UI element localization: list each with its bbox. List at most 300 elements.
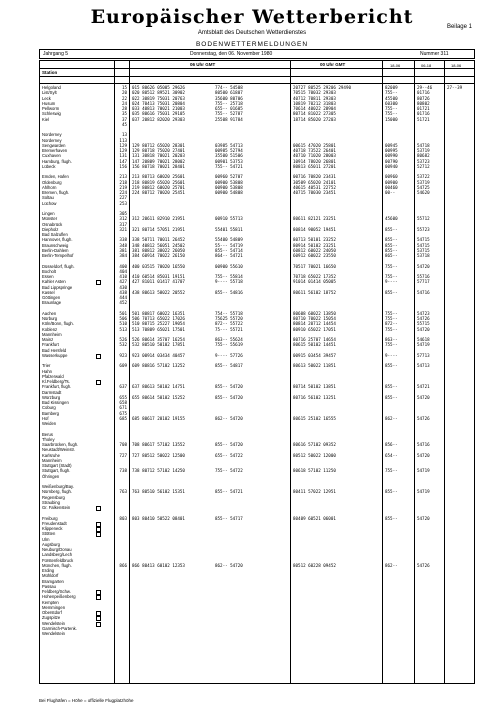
obs-06-code-2: 755-- 25718: [215, 100, 243, 106]
obs-00-code-2: 862--: [385, 562, 398, 568]
obs-06-code: 147 20809 70021 28002: [132, 158, 185, 164]
station-name: Saarbrücken, flugh.: [42, 442, 79, 447]
obs-00-code-2: 855--: [385, 226, 398, 232]
obs-00-code: 80710 70022 15054: [293, 316, 336, 321]
station-name: Kahler Asten: [42, 279, 66, 285]
obs-06-code: 526 80614 35707 16254: [132, 337, 185, 342]
station-id: 45: [121, 121, 127, 127]
station-id: 685: [119, 415, 127, 421]
station-id: 156: [119, 163, 127, 169]
station-name: Bocholt: [42, 268, 56, 274]
obs-00-code: 60912 60022 23550: [293, 253, 336, 258]
obs-06-code: 156 80718 70021 28401: [132, 163, 185, 169]
obs-06-code: 129 80718 75020 27401: [132, 148, 185, 153]
obs-00-header: 00 Uhr GMT: [320, 62, 346, 67]
station-name: Freiburg: [42, 515, 58, 521]
precip-value: 01716: [417, 90, 430, 96]
obs-06-code: 763 80510 56102 15351: [132, 489, 185, 495]
obs-06-code: 129 80712 65020 28301: [132, 142, 185, 148]
obs-00-code: 70517 70021 16650: [293, 263, 336, 269]
station-name: Ulm: [42, 536, 50, 542]
obs-00-code: 40615 40531 22752: [293, 184, 336, 190]
station-name: Kiel: [42, 116, 49, 122]
station-name: Memmingen: [42, 604, 66, 610]
obs-00-code-2: 755--: [385, 90, 398, 96]
station-id: 637: [119, 384, 127, 390]
obs-06-code: 738 80712 57102 14250: [132, 468, 185, 474]
precip-value: 53719: [417, 179, 430, 185]
station-name: Darmstadt: [42, 389, 62, 395]
page-title: Europäischer Wetterbericht: [90, 6, 414, 28]
station-id: 305: [119, 211, 127, 216]
obs-00-code: 80512 50022 12000: [293, 452, 336, 458]
volume-label: Jahrgang 5: [43, 51, 69, 57]
obs-06-code-2: 00985 52794: [215, 148, 243, 153]
obs-00-code: 80611 82121 23251: [293, 216, 336, 222]
obs-06-code: 037 20812 82020 29303: [132, 116, 185, 122]
obs-00-code-2: 755--: [385, 326, 398, 332]
obs-00-code-2: 00960: [385, 174, 398, 180]
obs-00-code: 40718 73522 26401: [293, 148, 336, 153]
station-name: Mannheim: [42, 331, 62, 337]
issue-info-bar: [39, 49, 475, 59]
station-name: München, flugh.: [42, 562, 72, 568]
obs-00-code: 80615 25102 16555: [293, 415, 336, 421]
station-id: 24: [121, 100, 127, 106]
station-name: Nürburg: [42, 316, 58, 321]
station-name: Stötten: [42, 531, 56, 537]
obs-06-header: 06 Uhr GMT: [190, 62, 216, 67]
obs-00-code-2: 855--: [385, 363, 398, 369]
station-name: Kassel: [42, 289, 55, 295]
station-id: 312: [119, 216, 127, 222]
obs-00-code: 40710 71020 28003: [293, 153, 336, 159]
station-name: Koblenz: [42, 326, 58, 332]
station-name: Braunlage: [42, 300, 62, 306]
station-name: Hannover, flugh.: [42, 237, 73, 243]
obs-00-code-2: 00460: [385, 184, 398, 190]
obs-06-code-2: 00900 55610: [215, 263, 243, 269]
station-name: Schleswig: [42, 111, 61, 117]
obs-00-code: 80716 25707 14654: [293, 337, 336, 342]
precip-value: 54720: [417, 452, 430, 458]
obs-00-code: 91014 01414 05005: [293, 279, 336, 285]
station-name: Aachen: [42, 310, 57, 316]
station-id: 526: [119, 337, 127, 342]
station-name: Pfalzerwald: [42, 373, 64, 379]
issue-number: Nummer 311: [420, 51, 449, 57]
obs-06-code-2: 00910 55713: [215, 216, 243, 222]
station-name: Feldberg/Schw.: [42, 589, 71, 594]
obs-00-code-2: 855--: [385, 384, 398, 390]
obs-00-code-2: 855--: [385, 242, 398, 248]
obs-00-code: 00915 03454 39457: [293, 352, 336, 358]
obs-06-code: 015 80626 05005 29626: [132, 85, 185, 90]
station-id: 147: [119, 158, 127, 164]
station-name: Emden, Hafen: [42, 174, 69, 180]
station-name: Frankfurt, flugh.: [42, 384, 72, 390]
obs-00-code: 40712 70811 29303: [293, 95, 336, 101]
obs-00-code: 80608 60022 13850: [293, 310, 336, 316]
obs-06-code: 400 03515 70020 16550: [132, 263, 185, 269]
station-id: 15: [121, 85, 127, 90]
period-header-3: 18-06: [451, 63, 462, 68]
precip-value: 54720: [417, 263, 430, 269]
obs-00-code: 80910 65022 17051: [293, 326, 336, 332]
station-name: Augsburg: [42, 541, 60, 547]
station-id: 532: [119, 342, 127, 348]
precip-value: 54718: [417, 142, 430, 148]
precip-value: 53718: [417, 253, 430, 258]
station-id: 129: [119, 142, 127, 148]
station-name: Norderney: [42, 137, 62, 143]
obs-06-code-2: 00960 52707: [215, 174, 243, 180]
obs-06-code-2: 75625 55720: [215, 316, 243, 321]
obs-00-code: 80814 20712 14454: [293, 321, 336, 327]
station-id: 430: [119, 284, 127, 290]
station-id: 13: [121, 132, 127, 138]
obs-06-code: 708 80617 57102 13552: [132, 442, 185, 447]
station-name: Soltau: [42, 195, 54, 201]
obs-00-code: 80512 60228 09452: [293, 562, 336, 568]
precip-value: 54715: [417, 242, 430, 248]
precip-value: 52712: [417, 163, 430, 169]
obs-00-code-2: 9----: [385, 279, 398, 285]
obs-06-code-2: 855-- 54717: [215, 515, 243, 521]
obs-00-code: 10819 70212 31803: [293, 100, 336, 106]
obs-06-code: 609 80816 57102 13252: [132, 363, 185, 369]
obs-06-code-2: 774-- 54508: [215, 85, 243, 90]
precip-value: 54716: [417, 289, 430, 295]
obs-00-code-2: 00940: [385, 163, 398, 169]
obs-06-code-2: 25508 91784: [215, 116, 243, 122]
obs-06-code: 410 60514 85031 19151: [132, 274, 185, 279]
station-name: Leck: [42, 95, 51, 101]
station-name: Wendelstein: [42, 631, 65, 636]
station-name: Fürstenfeldbruck: [42, 557, 74, 563]
station-name: Erding: [42, 568, 55, 573]
obs-06-code-2: 862-- 54720: [215, 415, 243, 421]
precip-value: 54720: [417, 394, 430, 400]
obs-00-code-2: 755--: [385, 342, 398, 348]
obs-06-code-2: 755-- 54722: [215, 468, 243, 474]
obs-06-code: 218 80819 65020 25601: [132, 179, 185, 185]
obs-06-code-2: 755-- 55814: [215, 274, 243, 279]
obs-06-code-2: 55401 55811: [215, 226, 243, 232]
station-name: Tholey: [42, 436, 55, 442]
station-name: Garmisch-Partenk.: [42, 625, 77, 631]
station-id: 348: [119, 242, 127, 248]
obs-00-code-2: 45600: [385, 216, 398, 222]
station-name: Bremerhaven: [42, 148, 68, 153]
station-id: 438: [119, 289, 127, 295]
station-name: Coburg: [42, 405, 56, 411]
obs-00-code-2: 00900: [385, 179, 398, 185]
obs-06-code-2: 855-- 54720: [215, 442, 243, 447]
station-name: Landsberg/Lech: [42, 552, 73, 558]
precip-value: 54726: [417, 415, 430, 421]
obs-00-code: 80713 50101 23252: [293, 237, 336, 243]
obs-00-code-2: 82009: [385, 85, 398, 90]
obs-00-code: 60812 60022 24050: [293, 247, 336, 253]
obs-00-code: 18714 85020 27203: [293, 116, 336, 122]
temp-range: 27--39: [447, 85, 463, 90]
obs-00-code: 80813 65011 27201: [293, 163, 336, 169]
station-id: 675: [119, 410, 127, 416]
obs-06-code: 035 80616 75031 29105: [132, 111, 185, 117]
station-name: Braunschweig: [42, 242, 69, 248]
obs-06-code-2: 655-- 01605: [215, 106, 243, 111]
station-id: 219: [119, 184, 127, 190]
obs-06-code-2: 35600 80706: [215, 95, 243, 101]
station-name: Würzburg: [42, 394, 61, 400]
obs-06-code: 024 70413 75031 20804: [132, 100, 185, 106]
obs-00-code: 70718 65022 17352: [293, 274, 336, 279]
obs-06-code-2: 55--- 54719: [215, 242, 243, 248]
obs-00-code: 70515 70032 29303: [293, 90, 336, 96]
station-id: 37: [121, 116, 127, 122]
obs-06-code-2: 872-- 55722: [215, 321, 243, 327]
precip-value: 80802: [417, 100, 430, 106]
station-id: 131: [119, 153, 127, 159]
station-name: Weißenburg/Bay.: [42, 484, 74, 489]
obs-06-code-2: 80500 61807: [215, 90, 243, 96]
obs-06-code-2: 00900 53808: [215, 179, 243, 185]
footnote: Bei Flughäfen = Höhe = offizielle Flugplatzhöhe: [39, 698, 134, 703]
station-name: Diepholz: [42, 226, 59, 232]
obs-06-code-2: 03985 54713: [215, 142, 243, 148]
obs-06-code: 338 50711 70011 26452: [132, 237, 185, 243]
obs-00-code: 20727 80525 29206 29490: [293, 85, 351, 90]
obs-00-code-2: 855--: [385, 247, 398, 253]
station-name: Zugspitze: [42, 615, 61, 621]
precip-value: 54725: [417, 184, 430, 190]
station-name: Essen: [42, 274, 54, 279]
station-id: 338: [119, 237, 127, 243]
station-name: Berlin-Dahlem: [42, 247, 69, 253]
station-name: Passau: [42, 583, 56, 589]
obs-06-code: 384 60914 70022 26150: [132, 253, 185, 258]
station-name: Straubing: [42, 499, 60, 505]
obs-00-code-2: 00--: [385, 190, 396, 195]
station-id: 213: [119, 174, 127, 180]
obs-00-code: 80914 50102 23251: [293, 242, 336, 248]
station-id: 658: [119, 400, 127, 405]
obs-06-code-2: 75--- 55721: [215, 326, 243, 332]
station-id: 866: [119, 562, 127, 568]
obs-00-code: 80409 60521 06001: [293, 515, 336, 521]
station-name: Lingen: [42, 211, 55, 216]
obs-00-code-2: 863--: [385, 337, 398, 342]
station-id: 506: [119, 316, 127, 321]
obs-00-code-2: 00995: [385, 148, 398, 153]
obs-00-code: 30509 65020 24101: [293, 179, 336, 185]
obs-00-code-2: 45500: [385, 95, 398, 101]
period-header-1: 18-06: [390, 63, 401, 68]
station-id: 803: [119, 515, 127, 521]
obs-00-code-2: 60300: [385, 100, 398, 106]
station-name: Stuttgart (Stadt): [42, 463, 72, 468]
station-name: Bad Hersfeld: [42, 347, 67, 353]
obs-00-code-2: 865--: [385, 253, 398, 258]
precip-value: 54719: [417, 489, 430, 495]
obs-06-code-2: 00900 53808: [215, 184, 243, 190]
header-divider: [40, 76, 474, 77]
obs-00-code-2: 654--: [385, 452, 398, 458]
station-name: Lübeck: [42, 163, 56, 169]
station-name: Kempten: [42, 599, 59, 605]
station-rows: [40, 85, 474, 636]
issue-date: Donnerstag, den 06. November 1980: [190, 51, 273, 57]
station-id: 501: [119, 310, 127, 316]
obs-00-code: 00615 47020 25801: [293, 142, 336, 148]
station-name: Neuburg/Donau: [42, 547, 72, 552]
station-id: 444: [119, 295, 127, 300]
section-title: BODENWETTERMELDUNGEN: [195, 41, 309, 48]
obs-06-code: 312 20611 82910 21951: [132, 216, 185, 222]
obs-00-code-2: 855--: [385, 489, 398, 495]
station-name: Bramgarten: [42, 578, 64, 584]
station-name: Wendelstein: [42, 620, 65, 626]
obs-00-code-2: 872--: [385, 321, 398, 327]
obs-06-code: 510 80715 25227 19054: [132, 321, 185, 327]
obs-06-code: 506 70713 65022 17026: [132, 316, 185, 321]
obs-06-code-2: 755-- 55619: [215, 342, 243, 348]
precip-value: 54620: [417, 190, 430, 195]
station-name: Bremen, flugh.: [42, 190, 70, 195]
station-name: Husum: [42, 100, 56, 106]
station-id: 404: [119, 268, 127, 274]
obs-00-code: 80613 50022 11851: [293, 363, 336, 369]
station-name: Wasserkuppe: [42, 352, 68, 358]
obs-00-code-2: 855--: [385, 289, 398, 295]
station-id: 671: [119, 405, 127, 411]
station-name: Gr. Falkenstein: [42, 505, 71, 510]
station-name: Hamburg, flugh.: [42, 158, 72, 164]
station-name: Göttingen: [42, 295, 61, 300]
obs-00-code-2: 755--: [385, 274, 398, 279]
precip-value: 54726: [417, 562, 430, 568]
obs-00-code-2: 855--: [385, 394, 398, 400]
precip-value: 01716: [417, 111, 430, 117]
obs-06-code: 866 80413 60102 12353: [132, 562, 185, 568]
obs-06-code: 022 30819 75031 20763: [132, 95, 185, 101]
precip-value: 54716: [417, 442, 430, 447]
station-id: 321: [119, 226, 127, 232]
table-row: [40, 631, 474, 636]
obs-06-code-2: 55400 54809: [215, 237, 243, 243]
station-name: Cuxhaven: [42, 153, 61, 159]
precip-value: 57713: [417, 352, 430, 358]
precip-value: 54721: [417, 384, 430, 390]
obs-06-code: 213 80713 60020 25601: [132, 174, 185, 180]
precip-value: 57717: [417, 279, 430, 285]
station-name: Freudenstadt: [42, 520, 67, 526]
header-divider: [40, 68, 474, 69]
station-name: Bad Kissingen: [42, 400, 69, 405]
precip-value: 29--46: [417, 85, 433, 90]
obs-00-code-2: 755--: [385, 310, 398, 316]
precip-value: 54726: [417, 316, 430, 321]
obs-06-code: 637 80613 50102 14751: [132, 384, 185, 390]
station-id: 738: [119, 468, 127, 474]
obs-06-code-2: 855-- 54720: [215, 384, 243, 390]
obs-06-code: 655 80614 50102 15252: [132, 394, 185, 400]
obs-06-code: 427 81011 01417 41707: [132, 279, 185, 285]
station-name: Mannheim: [42, 457, 62, 463]
station-name: Bamberg: [42, 410, 59, 416]
precip-value: 54720: [417, 515, 430, 521]
obs-00-code-2: 855--: [385, 515, 398, 521]
obs-06-code-2: 00900 54808: [215, 190, 243, 195]
obs-06-code-2: 9---- 55718: [215, 279, 243, 285]
precip-value: 54719: [417, 468, 430, 474]
station-id: 129: [119, 148, 127, 153]
station-name: Trier: [42, 363, 51, 369]
obs-06-code: 219 80812 60020 25701: [132, 184, 185, 190]
obs-00-code: 70614 40022 28904: [293, 106, 336, 111]
obs-06-code: 803 80410 50522 08401: [132, 515, 185, 521]
precip-value: 54719: [417, 342, 430, 348]
obs-06-code-2: 755-- 52787: [215, 111, 243, 117]
observation-table: [39, 60, 475, 684]
obs-06-code-2: 855-- 54816: [215, 289, 243, 295]
obs-06-code: 685 80617 20102 19155: [132, 415, 185, 421]
obs-00-code: 40715 70030 23451: [293, 190, 336, 195]
obs-00-code-2: 862--: [385, 415, 398, 421]
station-id: 227: [119, 195, 127, 201]
station-id: 513: [119, 326, 127, 332]
station-name: Berus: [42, 431, 53, 437]
obs-06-code: 321 80714 57051 21951: [132, 226, 185, 232]
precip-value: 51721: [417, 116, 430, 122]
obs-00-code-2: 00790: [385, 158, 398, 164]
obs-00-code-2: 755--: [385, 316, 398, 321]
station-name: Hohenpeißenberg: [42, 594, 76, 600]
station-id: 452: [119, 300, 127, 306]
station-name: Hof: [42, 415, 49, 421]
station-name: Bad Salzuflen: [42, 232, 68, 237]
precip-value: 53723: [417, 158, 430, 164]
station-name: Stuttgart, flugh.: [42, 468, 71, 474]
station-id: 22: [121, 95, 127, 101]
station-name: Bad Lippspringe: [42, 284, 73, 290]
obs-06-code: 348 40812 56051 24502: [132, 242, 185, 248]
station-name: Regensburg: [42, 494, 65, 500]
station-id: 609: [119, 363, 127, 369]
page-subtitle: Amtsblatt des Deutschen Wetterdienstes: [197, 30, 307, 36]
obs-00-code: 80814 90052 19451: [293, 226, 336, 232]
station-id: 317: [119, 221, 127, 227]
station-name: Norderney: [42, 132, 62, 138]
station-name: Mühldorf: [42, 573, 59, 579]
station-name: Weiden: [42, 421, 57, 426]
station-id: 113: [119, 137, 127, 143]
obs-06-code: 513 70809 65021 17501: [132, 326, 185, 332]
obs-00-code-2: 755--: [385, 468, 398, 474]
obs-00-code: 80411 57022 12951: [293, 489, 336, 495]
obs-00-code: 80611 56102 18752: [293, 289, 336, 295]
station-name: Sengwarden: [42, 142, 66, 148]
obs-00-code-2: 755--: [385, 111, 398, 117]
supplement-label: Beilage 1: [446, 24, 472, 30]
obs-06-code-2: 9---- 57726: [215, 352, 243, 358]
obs-00-code-2: 856--: [385, 442, 398, 447]
station-name: Karlsruhe: [42, 452, 60, 458]
obs-06-code: 727 80512 50022 12500: [132, 452, 185, 458]
station-name: Helgoland: [42, 85, 61, 90]
station-id: 218: [119, 179, 127, 185]
